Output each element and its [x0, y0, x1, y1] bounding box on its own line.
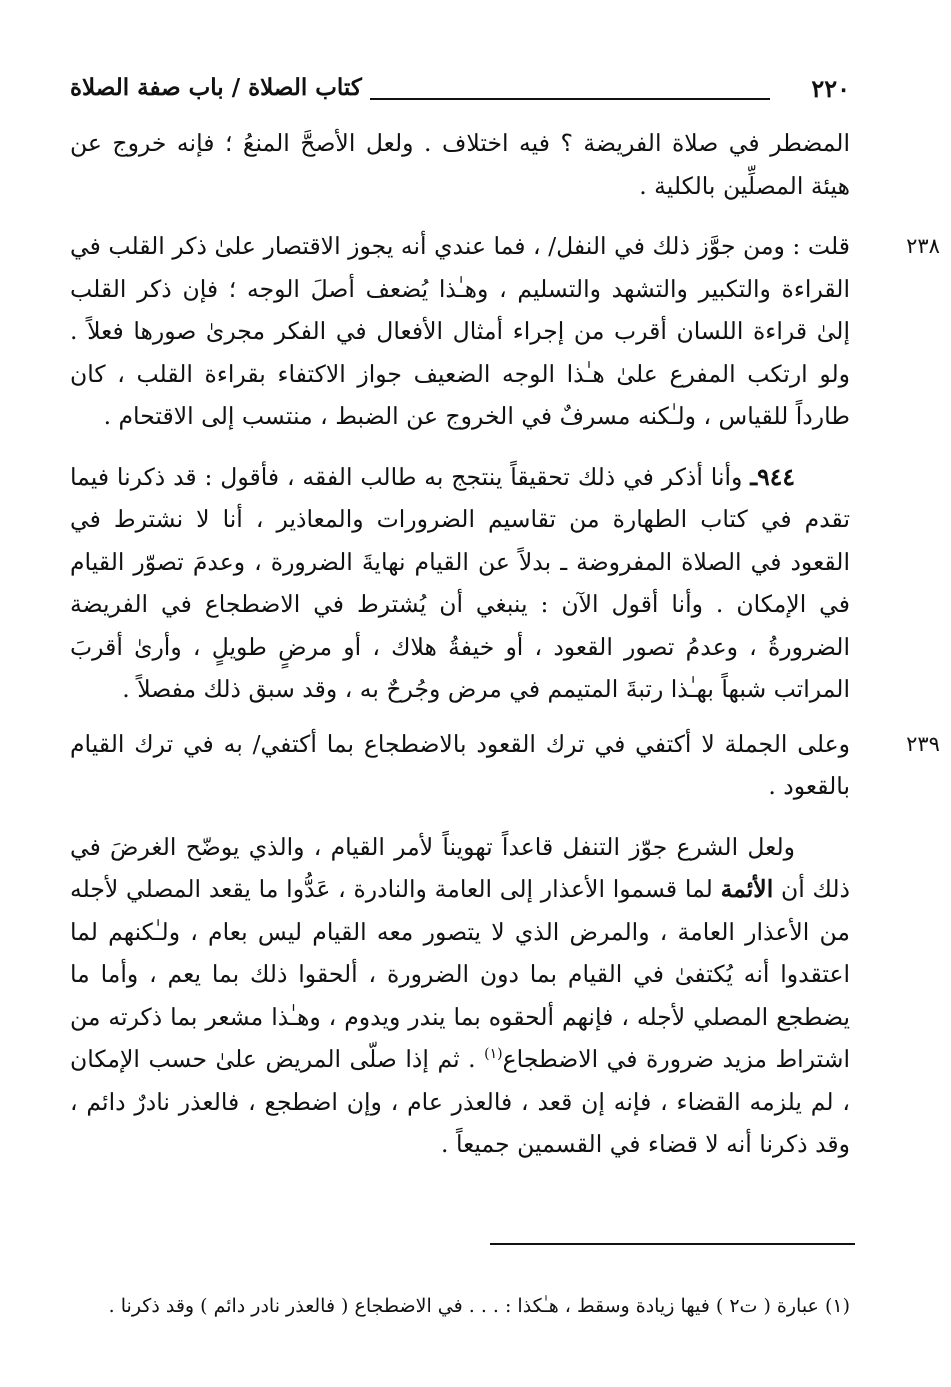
- footnote: (١) عبارة ( ت٢ ) فيها زيادة وسقط ، هـٰكذا : . . . في الاضطجاع ( فالعذر نادر دائم ) وقد ذكرنا .: [108, 1295, 850, 1317]
- footnote-rule: [490, 1243, 855, 1245]
- footnote-marker[interactable]: (١): [484, 1046, 503, 1063]
- margin-folio-number: ٢٣٩: [906, 731, 940, 756]
- paragraph-text-b: لما قسموا الأعذار إلى العامة والنادرة ، عَدُّوا ما يقعد المصلي لأجله من الأعذار العامة ، والمرض الذي لا يتصور معه القيام ليس بعام ، ولـٰكنهم لما اعتقدوا أنه يُكتفىٰ في القيام بما دون الضرورة ، ألحقوا ذلك بما يعم ، وأما ما يضطجع المصلي لأجله ، فإنهم ألحقوه بما يندر ويدوم ، وهـٰذا مشعر بما ذكرته من اشتراط مزيد ضرورة في الاضطجاع: [70, 875, 850, 1073]
- paragraph-text: قلت : ومن جوَّز ذلك في النفل/ ، فما عندي أنه يجوز الاقتصار علىٰ ذكر القلب في القراءة والتكبير والتشهد والتسليم ، وهـٰذا يُضعف أصلَ الوجه ؛ فإن ذكر القلب إلىٰ قراءة اللسان أقرب من إجراء أمثال الأفعال في الفكر مجرىٰ صورها فعلاً . ولو ارتكب المفرع علىٰ هـٰذا الوجه الضعيف جواز الاكتفاء بقراءة القلب ، كان طارداً للقياس ، ولـٰكنه مسرفٌ في الخروج عن الضبط ، منتسب إلى الاقتحام .: [70, 232, 850, 430]
- header-rule: [370, 98, 770, 100]
- paragraph-239: [70, 723, 940, 808]
- page-number: ٢٢٠: [811, 74, 850, 103]
- paragraph-944: [70, 456, 850, 711]
- running-header: [70, 72, 850, 112]
- paragraph-text: وعلى الجملة لا أكتفي في ترك القعود بالاضطجاع بما أكتفي/ به في ترك القيام بالقعود .: [70, 729, 850, 800]
- page-body: [70, 122, 940, 1166]
- paragraph-text-a: ولعل الشرع جوّز التنفل قاعداً تهويناً لأمر القيام ، والذي يوضّح الغرضَ في ذلك أن: [70, 832, 850, 903]
- emphasis-imams: الأئمة: [720, 875, 774, 903]
- paragraph-imams: [70, 826, 850, 1166]
- chapter-title: كتاب الصلاة / باب صفة الصلاة: [70, 74, 362, 101]
- paragraph-238: [70, 225, 940, 438]
- paragraph-number: ٩٤٤ـ: [750, 462, 795, 491]
- paragraph-continuation: المضطر في صلاة الفريضة ؟ فيه اختلاف . ولعل الأصحَّ المنعُ ؛ فإنه خروج عن هيئة المصلِّين بالكلية .: [70, 129, 850, 200]
- paragraph-text-c: . ثم إذا صلّى المريض علىٰ حسب الإمكان ، لم يلزمه القضاء ، فإنه إن قعد ، فالعذر عام ، وإن اضطجع ، فالعذر نادرٌ دائم ، وقد ذكرنا أنه لا قضاء في القسمين جميعاً .: [70, 1045, 850, 1158]
- paragraph-text: وأنا أذكر في ذلك تحقيقاً ينتجج به طالب الفقه ، فأقول : قد ذكرنا فيما تقدم في كتاب الطهارة من تقاسيم الضرورات والمعاذير ، أنا لا نشترط في القعود في الصلاة المفروضة ـ بدلاً عن القيام نهايةَ الضرورة ، وعدمَ تصوّر القيام في الإمكان . وأنا أقول الآن : ينبغي أن يُشترط في الاضطجاع في الفريضة الضرورةُ ، وعدمُ تصور القعود ، أو خيفةُ هلاك ، أو مرضٍ طويلٍ ، وأرىٰ أقربَ المراتب شبهاً بهـٰذا رتبةَ المتيمم في مرض وجُرحٌ به ، وقد سبق ذلك مفصلاً .: [70, 462, 850, 703]
- margin-folio-number: ٢٣٨: [906, 234, 940, 258]
